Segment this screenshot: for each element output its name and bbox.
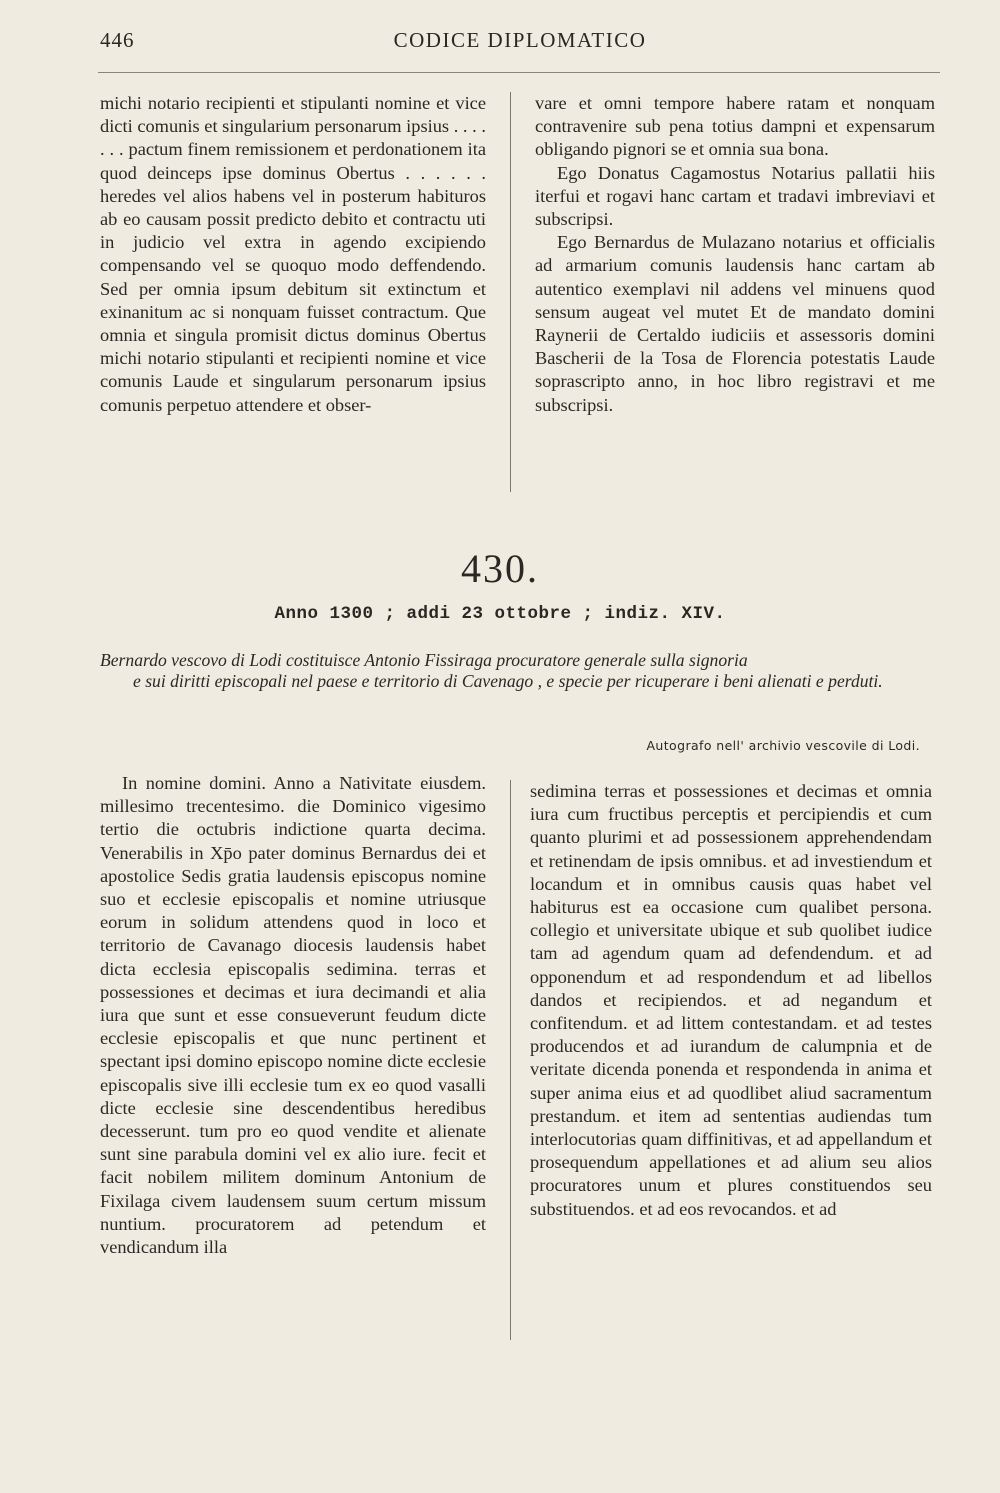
paragraph: Ego Bernardus de Mulazano notarius et officialis ad armarium comunis laudensis hanc cartam ab autentico exemplavi nil addens vel minuens quod sensum augeat vel mutet Et de mandato domini Raynerii de Certaldo iudiciis et assessoris domini Bascherii de la Tosa de Florencia potestatis Laude soprascripto anno, in hoc libro registravi et me subscripsi. xyxy=(535,232,935,415)
top-left-column xyxy=(100,92,486,417)
document-date: Anno 1300 ; addi 23 ottobre ; indiz. XIV. xyxy=(274,604,726,624)
paragraph: michi notario recipienti et stipulanti nomine et vice dicti comunis et singularium personarum ipsius . . . . . . . pactum finem remissionem et perdonationem ita quod deinceps ipse dominus Obertus . . . . . . heredes vel alios habens vel in posterum habituros ab eo causam possit predicto debito et contractu uti in judicio vel extra in agendo excipiendo compensando vel se quoquo modo deffendendo. Sed per omnia ipsum debitum sit extinctum et exinanitum ac si nonquam fuisset contractum. Que omnia et singula promisit dictus dominus Obertus michi notario stipulanti et recipienti nomine et vice comunis Laude et singularum personarum ipsius comunis perpetuo attendere et obser- xyxy=(100,93,486,415)
source-note: Autografo nell' archivio vescovile di Lodi. xyxy=(646,738,920,753)
document-abstract xyxy=(100,650,936,692)
paragraph: Ego Donatus Cagamostus Notarius pallatii hiis iterfui et rogavi hanc cartam et tradavi imbreviavi et subscripsi. xyxy=(535,162,935,230)
page-header xyxy=(100,28,940,62)
abstract-first-line: Bernardo vescovo di Lodi costituisce Antonio Fissiraga procuratore generale sulla signoria xyxy=(100,650,748,670)
bottom-right-column xyxy=(530,780,932,1221)
running-title: CODICE DIPLOMATICO xyxy=(393,28,647,52)
paragraph: In nomine domini. Anno a Nativitate eiusdem. millesimo trecentesimo. die Dominico vigesimo tertio die octubris indictione quarta decima. Venerabilis in Xp̄o pater dominus Bernardus dei et apostolice Sedis gratia laudensis episcopus nomine suo et ecclesie episcopalis et nomine utriusque eorum in solidum attendens quod in loco et territorio de Cavanago diocesis laudensis habet dicta ecclesia episcopalis sedimina. terras et possessiones et decimas et iura decimandi et alia iura que sunt et esse consueverunt feudum dicte ecclesie episcopalis et que nunc pertinent et spectant ipsi domino episcopo nomine dicte ecclesie episcopalis sive illi ecclesie tum ex eo quod vasalli dicte ecclesie sine descendentibus heredibus decesserunt. tum pro eo quod vendite et alienate sunt sine parabula domini vel ex alio iure. fecit et facit nobilem militem dominum Antonium de Fixilaga civem laudensem suum certum missum nuntium. procuratorem ad petendum et vendicandum illa xyxy=(100,773,486,1258)
top-right-column xyxy=(535,92,935,417)
paragraph: vare et omni tempore habere ratam et nonquam contravenire sub pena totius dampni et expensarum obligando pignori se et omnia sua bona. xyxy=(535,93,935,160)
bottom-left-column xyxy=(100,772,486,1259)
document-number: 430. xyxy=(461,546,539,591)
header-rule xyxy=(98,72,940,73)
abstract-continuation: e sui diritti episcopali nel paese e territorio di Cavenago , e specie per ricuperare i beni alienati e perduti. xyxy=(133,671,883,691)
page-number: 446 xyxy=(100,28,135,52)
column-divider xyxy=(510,780,511,1340)
paragraph: sedimina terras et possessiones et decimas et omnia iura cum fructibus perceptis et percipiendis et cum quanto plurimi et ad possessionem apprehendendam et retinendam de ipsis omnibus. et ad investiendum et locandum et in omnibus causis quas habet vel habiturus est ea occasione cum qualibet persona. collegio et universitate ubique et sub quolibet iudice tam ad agendum quam ad defendendum. et ad opponendum et ad respondendum et ad libellos dandos et recipiendos. et ad negandum et confitendum. et ad littem contestandam. et ad testes producendos et ad iurandum de calumpnia et de veritate dicenda ponenda et respondenda in anima et super anima eius et ad quodlibet aliud sacramentum prestandum. et item ad sententias audiendas tum interlocutorias quam diffinitivas, et ad appellandum et prosequendum appellationes et ad alium seu alios procuratores unum et plures constituendos seu substituendos. et ad eos revocandos. et ad xyxy=(530,781,932,1219)
column-divider xyxy=(510,92,511,492)
